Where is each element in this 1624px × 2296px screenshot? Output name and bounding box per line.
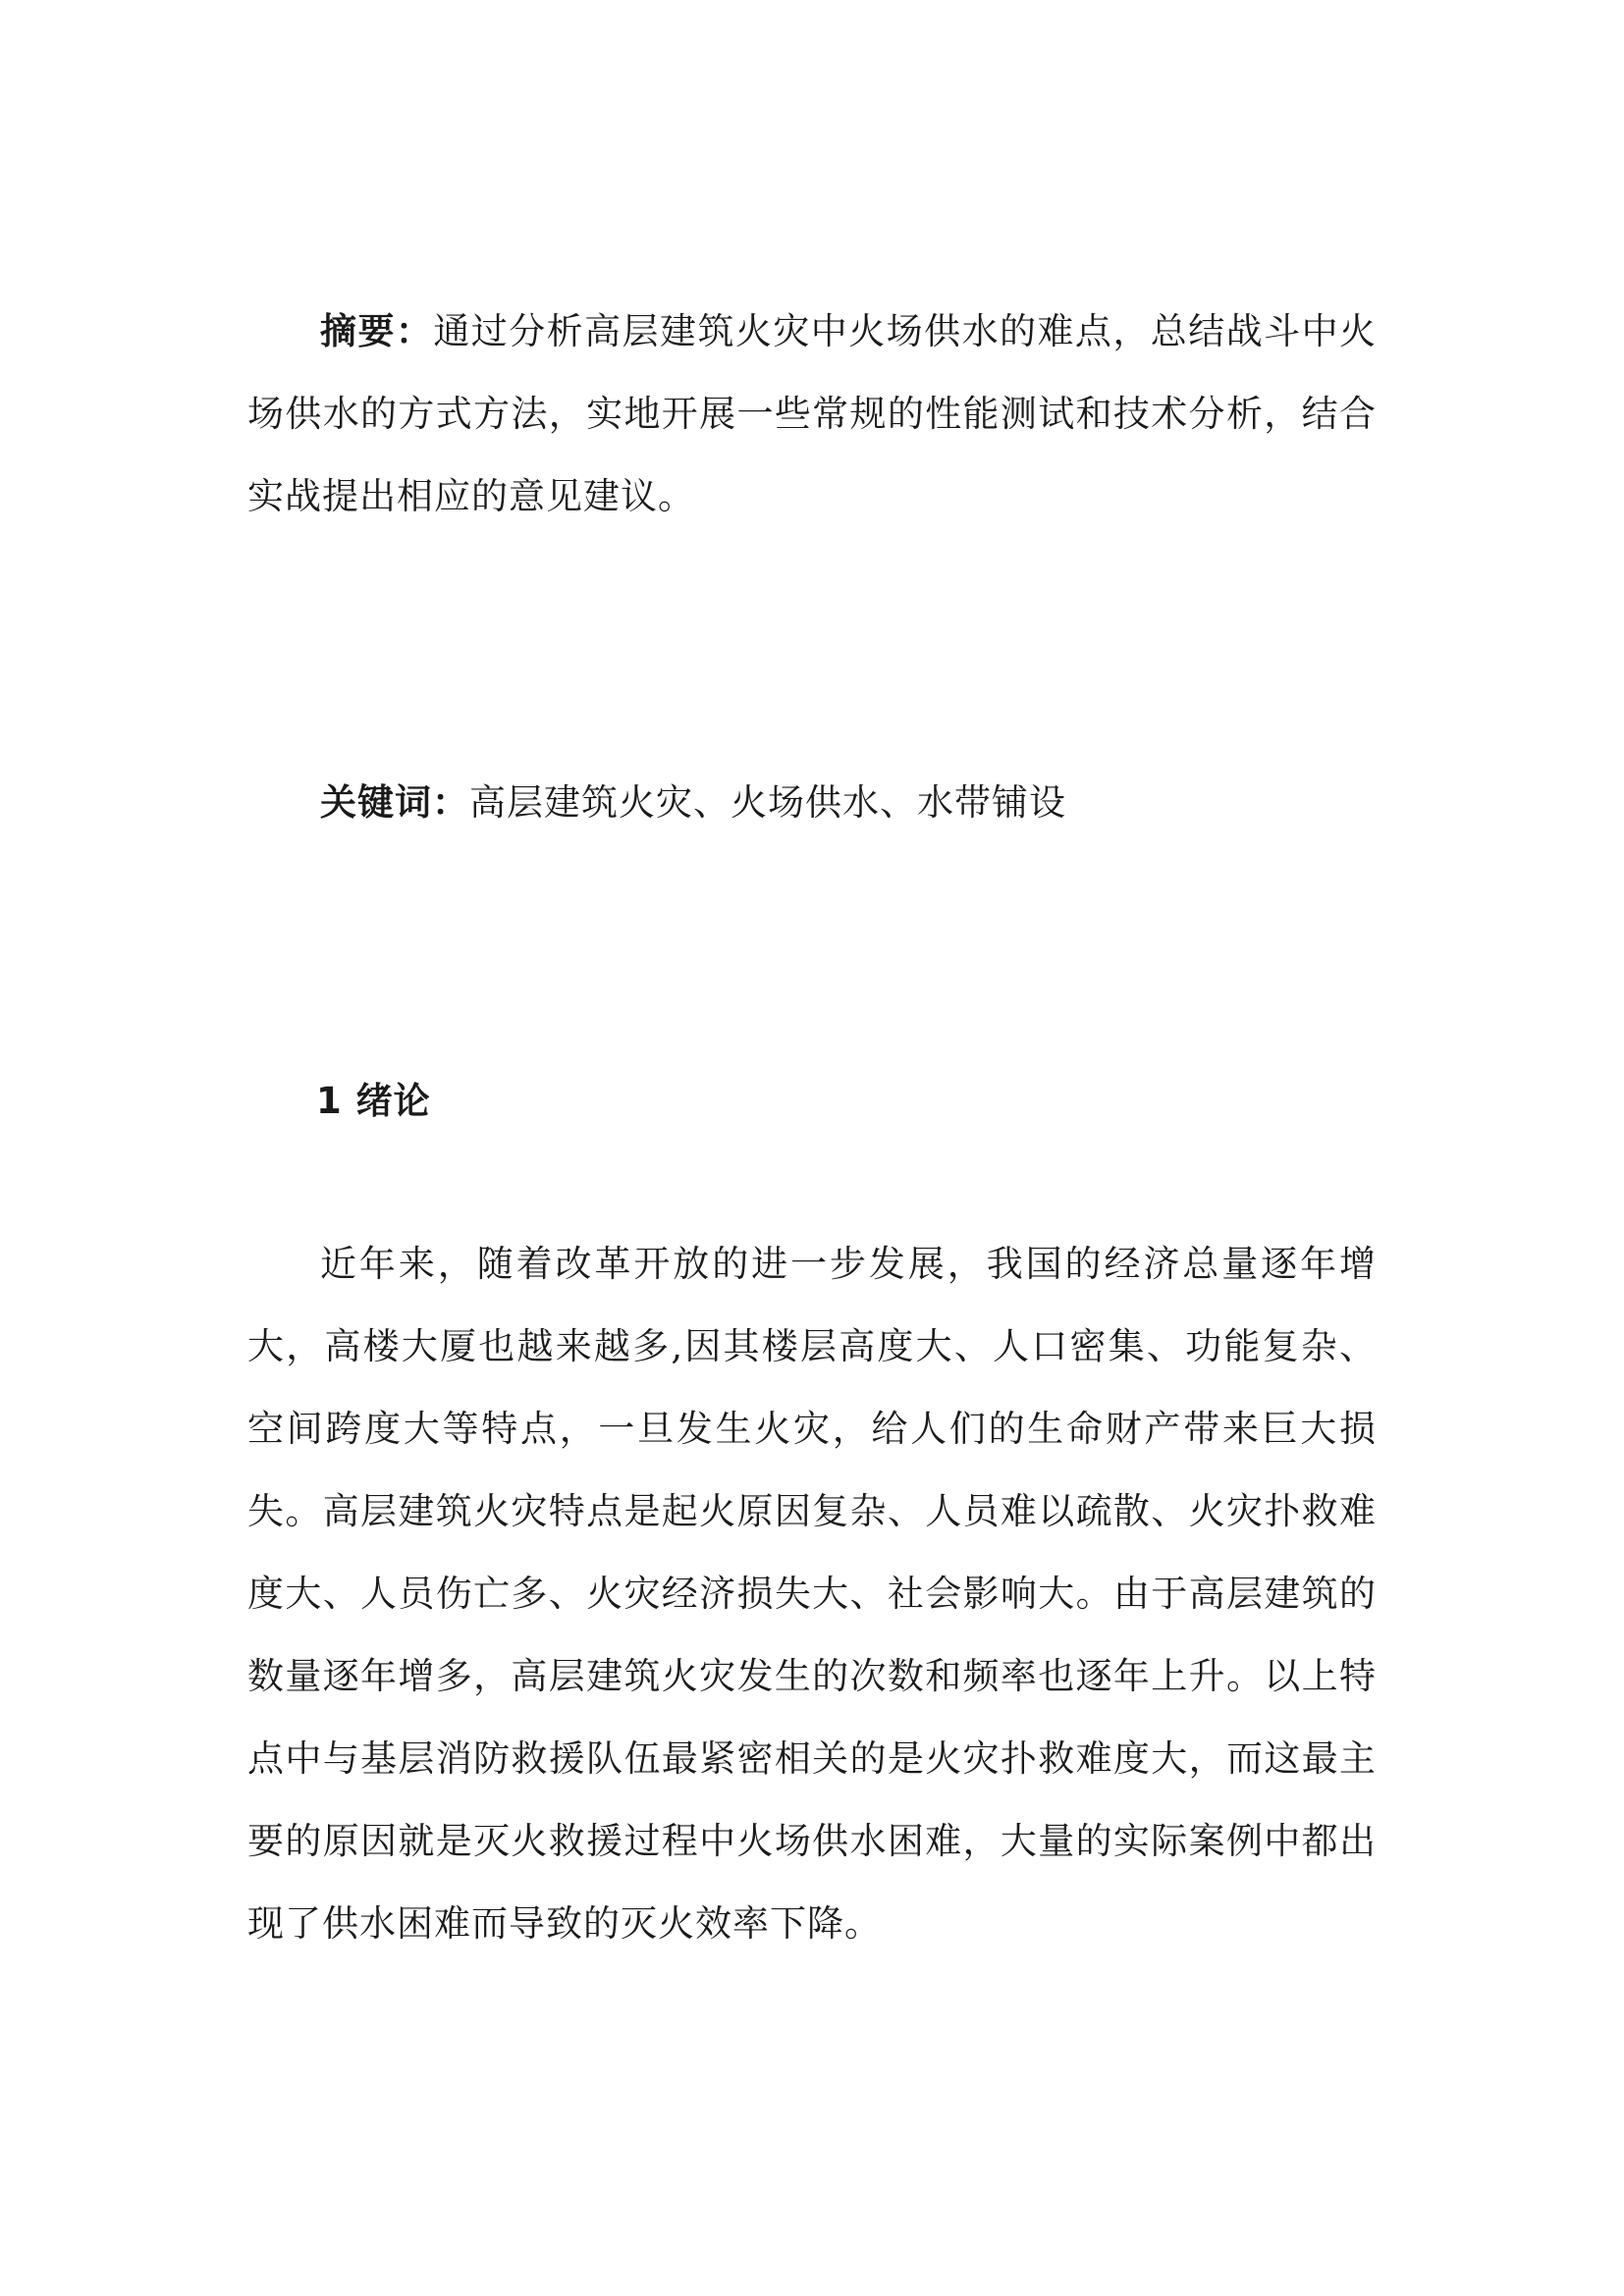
- abstract-paragraph: [247, 291, 1377, 538]
- abstract-label: 摘要：: [320, 310, 434, 352]
- section-heading: 1 绪论: [316, 1080, 431, 1122]
- intro-paragraph: 近年来，随着改革开放的进一步发展，我国的经济总量逐年增大，高楼大厦也越来越多,因其楼层高度大、人口密集、功能复杂、空间跨度大等特点，一旦发生火灾，给人们的生命财产带来巨大损失。高层建筑火灾特点是起火原因复杂、人员难以疏散、火灾扑救难度大、人员伤亡多、火灾经济损失大、社会影响大。由于高层建筑的数量逐年增多，高层建筑火灾发生的次数和频率也逐年上升。以上特点中与基层消防救援队伍最紧密相关的是火灾扑救难度大，而这最主要的原因就是灭火救援过程中火场供水困难，大量的实际案例中都出现了供水困难而导致的灭火效率下降。: [247, 1243, 1377, 1945]
- keywords-label: 关键词：: [320, 781, 469, 824]
- keywords-paragraph: [247, 762, 1377, 844]
- keywords-text: 高层建筑火灾、火场供水、水带铺设: [469, 781, 1066, 824]
- abstract-text: 通过分析高层建筑火灾中火场供水的难点，总结战斗中火场供水的方式方法，实地开展一些常规的性能测试和技术分析，结合实战提出相应的意见建议。: [247, 310, 1378, 517]
